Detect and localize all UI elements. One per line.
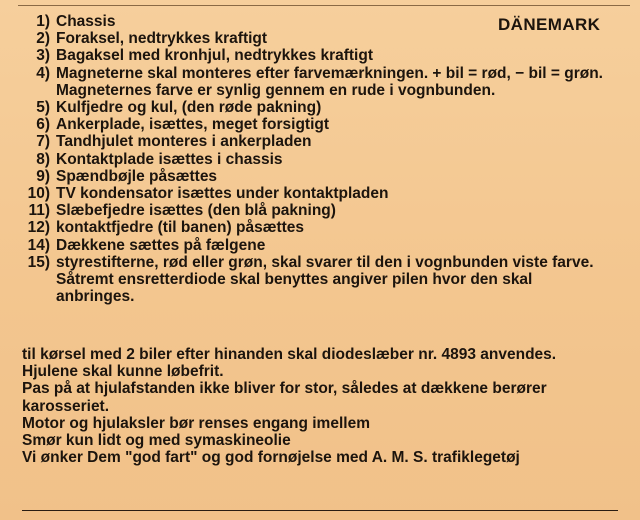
note-paragraph: Smør kun lidt og med symaskineolie	[22, 432, 291, 450]
step-item	[0, 116, 640, 133]
step-text: Kulfjedre og kul, (den røde pakning)	[56, 99, 322, 117]
step-number: 14)	[27, 236, 50, 254]
note-paragraph: Vi ønker Dem "god fart" og god fornøjelse med A. M. S. trafiklegetøj	[22, 449, 520, 467]
note-paragraph: Motor og hjulaksler bør renses engang imellem	[22, 414, 370, 432]
top-rule	[18, 5, 630, 6]
step-text: Bagaksel med kronhjul, nedtrykkes kraftigt	[56, 47, 373, 65]
step-text: kontaktfjedre (til banen) påsættes	[56, 219, 305, 237]
country-heading: DÄNEMARK	[498, 15, 601, 34]
step-item	[0, 202, 640, 219]
notes-block	[22, 346, 622, 466]
step-number: 3)	[36, 47, 50, 65]
note-paragraph: til kørsel med 2 biler efter hinanden skal diodeslæber nr. 4893 anvendes.	[22, 346, 557, 363]
step-number: 7)	[36, 133, 50, 151]
step-text: Kontaktplade isættes i chassis	[56, 150, 283, 168]
step-text: styrestifterne, rød eller grøn, skal svarer til den i vognbunden viste farve. Såtremt ensretterdiode skal benyttes angiver pilen hvor den skal anbringes.	[56, 253, 594, 306]
step-number: 4)	[36, 64, 50, 82]
step-item	[0, 13, 640, 30]
bottom-rule	[22, 510, 618, 511]
step-number: 11)	[28, 202, 50, 220]
step-text: TV kondensator isættes under kontaktpladen	[56, 185, 389, 203]
step-item	[0, 30, 640, 47]
step-item	[0, 185, 640, 202]
step-text: Spændbøjle påsættes	[56, 167, 218, 185]
step-text: Ankerplade, isættes, meget forsigtigt	[56, 116, 330, 134]
step-item	[0, 65, 640, 99]
step-item	[0, 254, 640, 306]
step-text: Tandhjulet monteres i ankerpladen	[56, 133, 312, 151]
step-text: Slæbefjedre isættes (den blå pakning)	[56, 202, 336, 220]
step-item	[0, 47, 640, 64]
step-number: 12)	[27, 219, 50, 237]
step-number: 2)	[36, 30, 50, 48]
step-item	[0, 99, 640, 116]
note-paragraph: Pas på at hjulafstanden ikke bliver for stor, således at dækkene berører karosseriet.	[22, 380, 547, 415]
assembly-steps	[0, 13, 640, 305]
step-item	[0, 168, 640, 185]
step-item	[0, 237, 640, 254]
step-number: 1)	[36, 13, 50, 30]
note-paragraph: Hjulene skal kunne løbefrit.	[22, 363, 224, 381]
step-number: 5)	[36, 99, 50, 117]
step-text: Dækkene sættes på fælgene	[56, 236, 266, 254]
step-text: Chassis	[56, 13, 116, 30]
step-number: 15)	[27, 253, 50, 271]
step-number: 8)	[36, 150, 50, 168]
step-text: Magneterne skal monteres efter farvemærkningen. + bil = rød, − bil = grøn. Magneternes farve er synlig gennem en rude i vognbunden.	[56, 64, 603, 99]
step-number: 6)	[36, 116, 50, 134]
step-item	[0, 219, 640, 236]
step-item	[0, 151, 640, 168]
step-item	[0, 133, 640, 150]
step-number: 10)	[27, 185, 50, 203]
step-text: Foraksel, nedtrykkes kraftigt	[56, 30, 268, 48]
step-number: 9)	[36, 167, 50, 185]
